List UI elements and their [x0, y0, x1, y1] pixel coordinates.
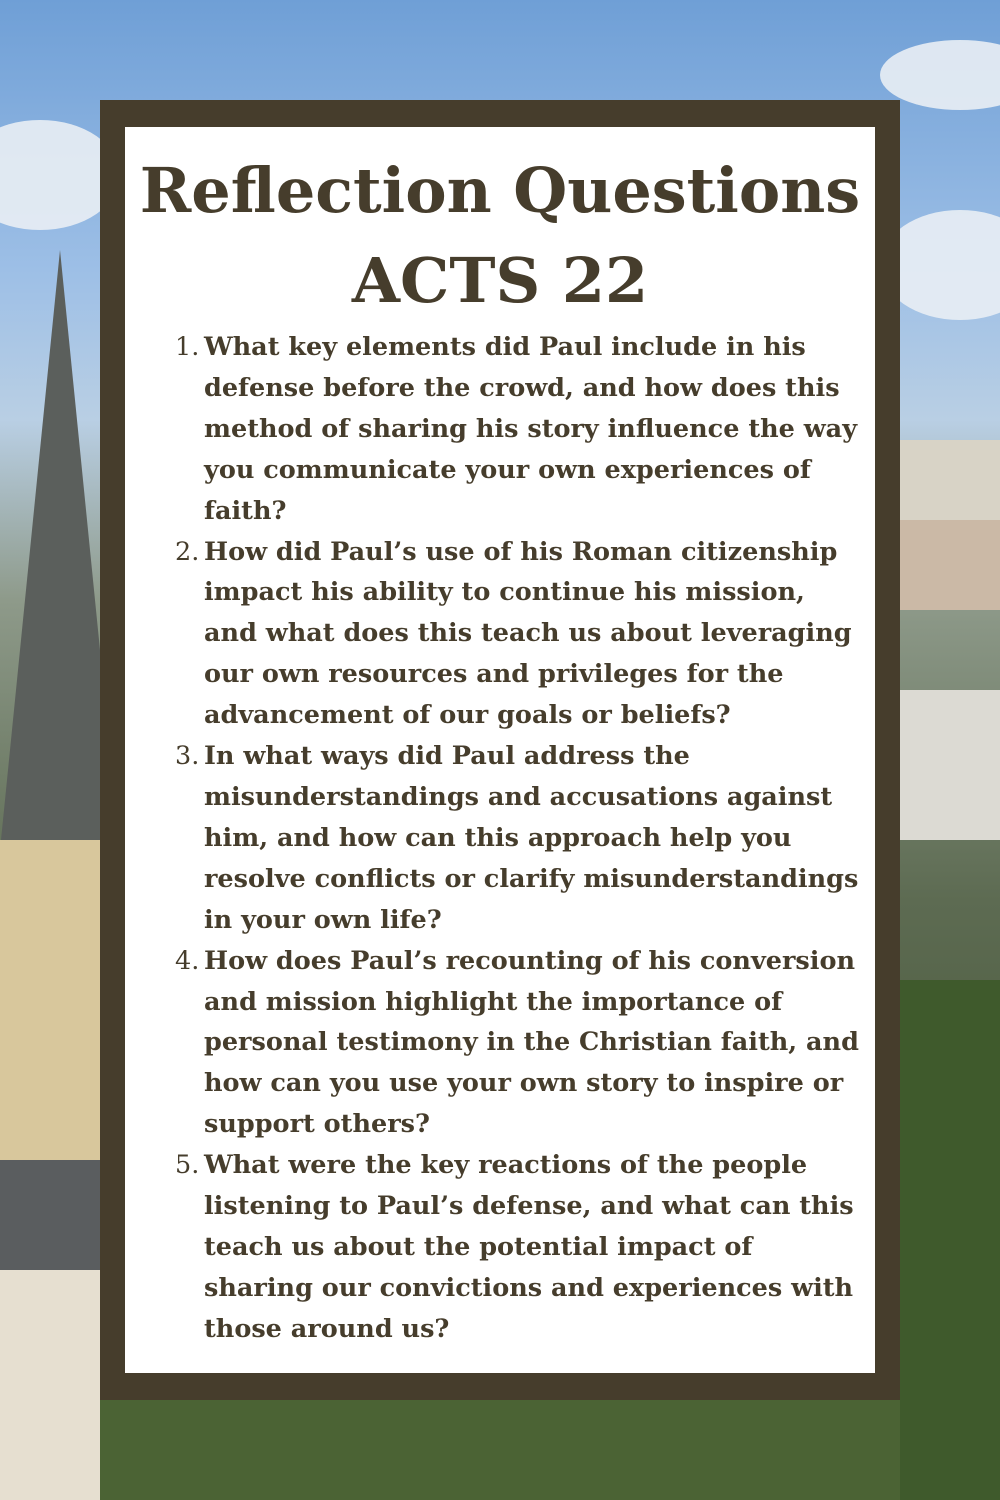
question-text: In what ways did Paul address the misunderstandings and accusations against him, and how can this approach help you resolve conflicts or clarify misunderstandings in your own life? — [204, 741, 859, 935]
page-subtitle: ACTS 22 — [351, 244, 649, 317]
question-text: How does Paul’s recounting of his conversion and mission highlight the importance of personal testimony in the Christian faith, and how can you use your own story to inspire or support others? — [204, 945, 859, 1140]
question-text: What key elements did Paul include in his defense before the crowd, and how does this method of sharing his story influence the way you communicate your own experiences of faith? — [204, 332, 858, 526]
question-number: 5. — [175, 1150, 200, 1181]
question-item — [175, 941, 865, 1146]
question-text: What were the key reactions of the people listening to Paul’s defense, and what can this teach us about the potential impact of sharing our convictions and experiences with those around us? — [204, 1150, 854, 1344]
building — [900, 520, 1000, 610]
question-item — [175, 532, 865, 737]
question-item — [175, 327, 865, 532]
question-item — [175, 736, 865, 941]
trees — [900, 980, 1000, 1500]
question-number: 1. — [175, 332, 200, 362]
question-number: 3. — [175, 741, 200, 772]
church-roof — [0, 1160, 100, 1270]
trees — [100, 1400, 900, 1500]
question-text: How did Paul’s use of his Roman citizenship impact his ability to continue his mission, and what does this teach us about leveraging our own resources and privileges for the advancement of our goals or beliefs? — [204, 536, 852, 731]
question-number: 2. — [175, 536, 200, 567]
question-number: 4. — [175, 945, 200, 976]
page-title: Reflection Questions — [139, 154, 861, 227]
church-base — [0, 1270, 110, 1500]
questions-list — [175, 327, 865, 1350]
question-item — [175, 1145, 865, 1350]
building — [900, 440, 1000, 520]
building — [900, 690, 1000, 840]
church-tower — [0, 840, 100, 1160]
